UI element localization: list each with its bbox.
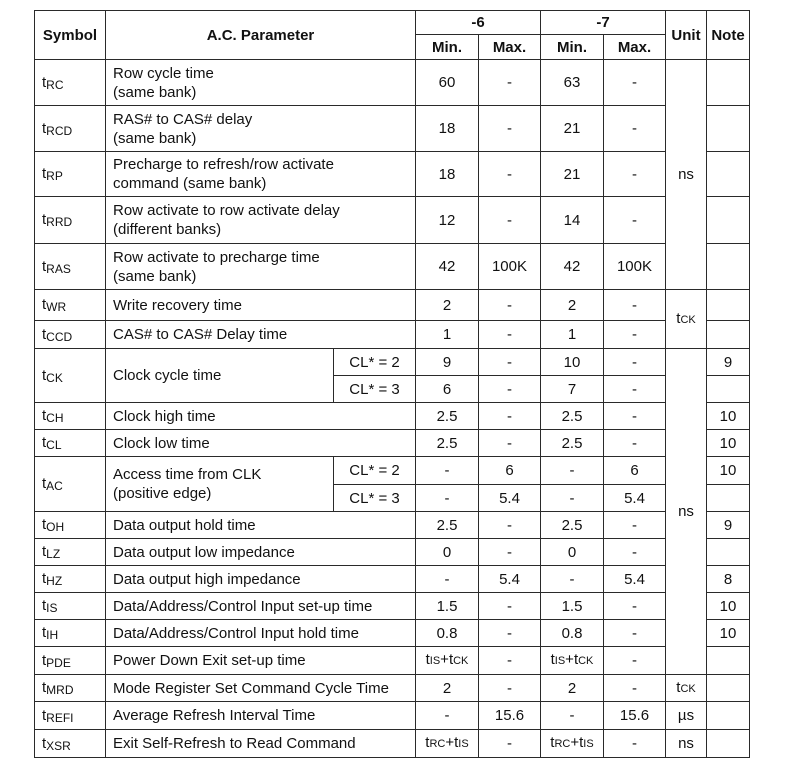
note-cell bbox=[707, 244, 750, 290]
min7-cell: 1.5 bbox=[541, 593, 604, 620]
min7-cell: 10 bbox=[541, 349, 604, 376]
min6-cell: 1 bbox=[416, 321, 479, 349]
note-cell bbox=[707, 485, 750, 512]
min6-cell: - bbox=[416, 702, 479, 730]
max6-cell: - bbox=[479, 512, 541, 539]
max7-cell: - bbox=[604, 430, 666, 457]
min6-cell: 18 bbox=[416, 106, 479, 152]
min6-cell: 18 bbox=[416, 152, 479, 197]
table-row bbox=[35, 620, 750, 647]
max7-cell: - bbox=[604, 620, 666, 647]
max6-cell: - bbox=[479, 376, 541, 403]
min6-cell: 2.5 bbox=[416, 512, 479, 539]
note-cell bbox=[707, 106, 750, 152]
symbol-cell: tCH bbox=[35, 403, 106, 430]
table-row bbox=[35, 244, 750, 290]
note-cell: 9 bbox=[707, 512, 750, 539]
note-cell bbox=[707, 730, 750, 758]
max7-cell: 5.4 bbox=[604, 485, 666, 512]
table-row bbox=[35, 197, 750, 244]
note-cell bbox=[707, 702, 750, 730]
note-cell: 10 bbox=[707, 403, 750, 430]
min7-cell: 2.5 bbox=[541, 512, 604, 539]
symbol-cell: tPDE bbox=[35, 647, 106, 675]
min6-cell: 60 bbox=[416, 60, 479, 106]
min7-cell: 14 bbox=[541, 197, 604, 244]
min6-cell: - bbox=[416, 566, 479, 593]
max6-cell: - bbox=[479, 647, 541, 675]
max7-cell: - bbox=[604, 730, 666, 758]
note-cell bbox=[707, 539, 750, 566]
table-row bbox=[35, 321, 750, 349]
table-row bbox=[35, 702, 750, 730]
max6-cell: - bbox=[479, 106, 541, 152]
note-cell: 9 bbox=[707, 349, 750, 376]
symbol-cell: tCL bbox=[35, 430, 106, 457]
unit-cell: ns bbox=[666, 349, 707, 675]
max6-cell: - bbox=[479, 675, 541, 702]
header-row bbox=[35, 11, 750, 35]
min7-cell: - bbox=[541, 485, 604, 512]
max7-cell: - bbox=[604, 647, 666, 675]
max7-cell: - bbox=[604, 152, 666, 197]
note-cell bbox=[707, 321, 750, 349]
parameter-cell: Row activate to row activate delay (different banks) bbox=[106, 197, 416, 244]
note-cell bbox=[707, 60, 750, 106]
min7-cell: - bbox=[541, 566, 604, 593]
symbol-cell: tRCD bbox=[35, 106, 106, 152]
min7-cell: 2.5 bbox=[541, 403, 604, 430]
max7-header: Max. bbox=[604, 35, 666, 60]
symbol-cell: tLZ bbox=[35, 539, 106, 566]
table-row bbox=[35, 593, 750, 620]
speed-grade-7-header: -7 bbox=[541, 11, 666, 35]
max7-cell: 5.4 bbox=[604, 566, 666, 593]
min6-cell: 0 bbox=[416, 539, 479, 566]
min7-cell: - bbox=[541, 702, 604, 730]
min6-cell: 9 bbox=[416, 349, 479, 376]
min6-cell: - bbox=[416, 485, 479, 512]
parameter-cell: Clock high time bbox=[106, 403, 416, 430]
min7-cell: 1 bbox=[541, 321, 604, 349]
min6-cell: - bbox=[416, 457, 479, 485]
min7-cell: 0.8 bbox=[541, 620, 604, 647]
symbol-cell: tOH bbox=[35, 512, 106, 539]
note-cell bbox=[707, 290, 750, 321]
max6-cell: - bbox=[479, 620, 541, 647]
min7-cell: - bbox=[541, 457, 604, 485]
ac-parameter-table bbox=[34, 10, 750, 758]
symbol-cell: tRP bbox=[35, 152, 106, 197]
min7-cell: tRC+tIS bbox=[541, 730, 604, 758]
max6-cell: - bbox=[479, 730, 541, 758]
symbol-cell: tXSR bbox=[35, 730, 106, 758]
min7-cell: 63 bbox=[541, 60, 604, 106]
max7-cell: - bbox=[604, 60, 666, 106]
symbol-cell: tMRD bbox=[35, 675, 106, 702]
note-header: Note bbox=[707, 11, 750, 60]
min7-cell: 2.5 bbox=[541, 430, 604, 457]
parameter-cell: Row cycle time (same bank) bbox=[106, 60, 416, 106]
cas-latency-cell: CL* = 2 bbox=[334, 349, 416, 376]
unit-header: Unit bbox=[666, 11, 707, 60]
min6-header: Min. bbox=[416, 35, 479, 60]
unit-cell: tCK bbox=[666, 290, 707, 349]
max6-cell: - bbox=[479, 197, 541, 244]
max6-header: Max. bbox=[479, 35, 541, 60]
table-row bbox=[35, 647, 750, 675]
speed-grade-6-header: -6 bbox=[416, 11, 541, 35]
table-row bbox=[35, 349, 750, 376]
min6-cell: 2.5 bbox=[416, 430, 479, 457]
parameter-cell: Access time from CLK (positive edge) bbox=[106, 457, 334, 512]
max7-cell: 6 bbox=[604, 457, 666, 485]
parameter-cell: Data output hold time bbox=[106, 512, 416, 539]
parameter-cell: Data/Address/Control Input set-up time bbox=[106, 593, 416, 620]
max6-cell: 15.6 bbox=[479, 702, 541, 730]
symbol-cell: tIH bbox=[35, 620, 106, 647]
max7-cell: - bbox=[604, 539, 666, 566]
table-row bbox=[35, 566, 750, 593]
unit-cell: ns bbox=[666, 60, 707, 290]
max6-cell: 5.4 bbox=[479, 566, 541, 593]
note-cell bbox=[707, 647, 750, 675]
max6-cell: - bbox=[479, 430, 541, 457]
max7-cell: 100K bbox=[604, 244, 666, 290]
note-cell: 10 bbox=[707, 593, 750, 620]
max7-cell: - bbox=[604, 197, 666, 244]
max6-cell: 6 bbox=[479, 457, 541, 485]
symbol-cell: tREFI bbox=[35, 702, 106, 730]
unit-cell: ns bbox=[666, 730, 707, 758]
min6-cell: 2 bbox=[416, 290, 479, 321]
note-cell bbox=[707, 376, 750, 403]
max6-cell: 5.4 bbox=[479, 485, 541, 512]
max6-cell: - bbox=[479, 349, 541, 376]
table-row bbox=[35, 60, 750, 106]
min7-header: Min. bbox=[541, 35, 604, 60]
unit-cell: µs bbox=[666, 702, 707, 730]
min7-cell: 42 bbox=[541, 244, 604, 290]
table-row bbox=[35, 403, 750, 430]
parameter-cell: Mode Register Set Command Cycle Time bbox=[106, 675, 416, 702]
max6-cell: - bbox=[479, 539, 541, 566]
min6-cell: 42 bbox=[416, 244, 479, 290]
table-row bbox=[35, 106, 750, 152]
max7-cell: - bbox=[604, 512, 666, 539]
table-row bbox=[35, 290, 750, 321]
max7-cell: - bbox=[604, 290, 666, 321]
parameter-cell: Clock low time bbox=[106, 430, 416, 457]
min6-cell: 0.8 bbox=[416, 620, 479, 647]
min7-cell: 0 bbox=[541, 539, 604, 566]
max7-cell: - bbox=[604, 349, 666, 376]
parameter-cell: Row activate to precharge time (same bank) bbox=[106, 244, 416, 290]
min7-cell: 21 bbox=[541, 152, 604, 197]
min7-cell: 7 bbox=[541, 376, 604, 403]
table-row bbox=[35, 539, 750, 566]
table-row bbox=[35, 730, 750, 758]
max7-cell: - bbox=[604, 403, 666, 430]
min7-cell: 2 bbox=[541, 290, 604, 321]
parameter-cell: Clock cycle time bbox=[106, 349, 334, 403]
cas-latency-cell: CL* = 3 bbox=[334, 485, 416, 512]
min6-cell: 6 bbox=[416, 376, 479, 403]
min6-cell: 1.5 bbox=[416, 593, 479, 620]
max7-cell: - bbox=[604, 376, 666, 403]
cas-latency-cell: CL* = 3 bbox=[334, 376, 416, 403]
table-row bbox=[35, 512, 750, 539]
table-row bbox=[35, 152, 750, 197]
table-row bbox=[35, 457, 750, 485]
parameter-cell: Data output high impedance bbox=[106, 566, 416, 593]
parameter-cell: Data/Address/Control Input hold time bbox=[106, 620, 416, 647]
min6-cell: 2 bbox=[416, 675, 479, 702]
max7-cell: 15.6 bbox=[604, 702, 666, 730]
symbol-cell: tRC bbox=[35, 60, 106, 106]
parameter-cell: Average Refresh Interval Time bbox=[106, 702, 416, 730]
symbol-cell: tCK bbox=[35, 349, 106, 403]
parameter-cell: Precharge to refresh/row activate command (same bank) bbox=[106, 152, 416, 197]
unit-cell: tCK bbox=[666, 675, 707, 702]
note-cell bbox=[707, 675, 750, 702]
symbol-cell: tWR bbox=[35, 290, 106, 321]
note-cell: 10 bbox=[707, 457, 750, 485]
table-row bbox=[35, 430, 750, 457]
min6-cell: tIS+tCK bbox=[416, 647, 479, 675]
note-cell: 10 bbox=[707, 620, 750, 647]
max6-cell: - bbox=[479, 321, 541, 349]
min6-cell: 2.5 bbox=[416, 403, 479, 430]
symbol-cell: tCCD bbox=[35, 321, 106, 349]
max7-cell: - bbox=[604, 675, 666, 702]
note-cell: 8 bbox=[707, 566, 750, 593]
table-row bbox=[35, 675, 750, 702]
max7-cell: - bbox=[604, 593, 666, 620]
note-cell: 10 bbox=[707, 430, 750, 457]
min7-cell: 2 bbox=[541, 675, 604, 702]
note-cell bbox=[707, 197, 750, 244]
min6-cell: 12 bbox=[416, 197, 479, 244]
symbol-header: Symbol bbox=[35, 11, 106, 60]
max7-cell: - bbox=[604, 106, 666, 152]
parameter-cell: CAS# to CAS# Delay time bbox=[106, 321, 416, 349]
max6-cell: - bbox=[479, 152, 541, 197]
max7-cell: - bbox=[604, 321, 666, 349]
parameter-cell: Write recovery time bbox=[106, 290, 416, 321]
symbol-cell: tAC bbox=[35, 457, 106, 512]
min7-cell: tIS+tCK bbox=[541, 647, 604, 675]
max6-cell: - bbox=[479, 60, 541, 106]
max6-cell: - bbox=[479, 403, 541, 430]
symbol-cell: tIS bbox=[35, 593, 106, 620]
parameter-cell: RAS# to CAS# delay (same bank) bbox=[106, 106, 416, 152]
min7-cell: 21 bbox=[541, 106, 604, 152]
parameter-cell: Data output low impedance bbox=[106, 539, 416, 566]
symbol-cell: tHZ bbox=[35, 566, 106, 593]
cas-latency-cell: CL* = 2 bbox=[334, 457, 416, 485]
parameter-cell: Exit Self-Refresh to Read Command bbox=[106, 730, 416, 758]
parameter-header: A.C. Parameter bbox=[106, 11, 416, 60]
symbol-cell: tRRD bbox=[35, 197, 106, 244]
min6-cell: tRC+tIS bbox=[416, 730, 479, 758]
symbol-cell: tRAS bbox=[35, 244, 106, 290]
note-cell bbox=[707, 152, 750, 197]
max6-cell: - bbox=[479, 593, 541, 620]
max6-cell: 100K bbox=[479, 244, 541, 290]
max6-cell: - bbox=[479, 290, 541, 321]
parameter-cell: Power Down Exit set-up time bbox=[106, 647, 416, 675]
